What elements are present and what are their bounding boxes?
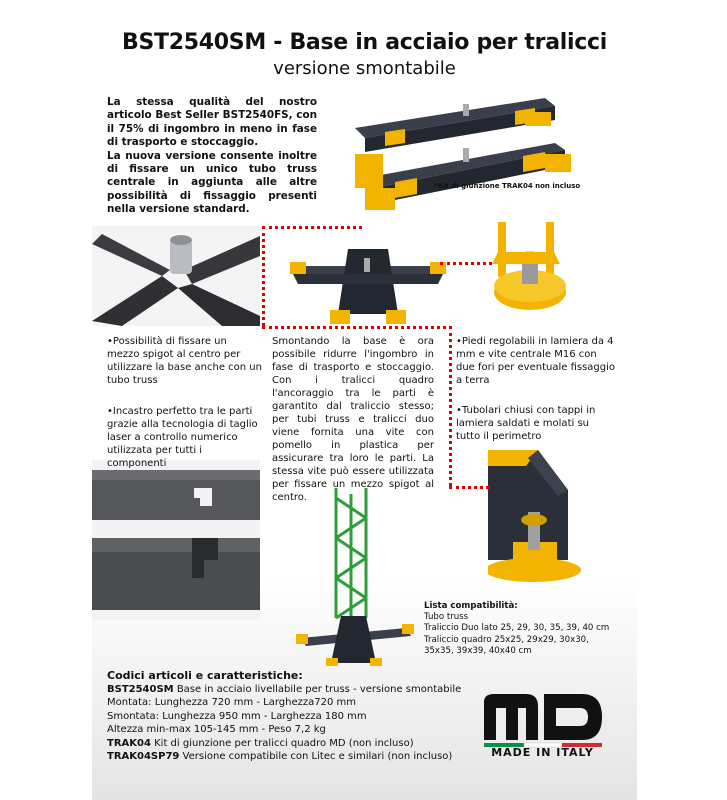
code-id: BST2540SM — [107, 683, 174, 695]
compatibility-line: 35x35, 39x39, 40x40 cm — [424, 645, 532, 656]
base-bar-front — [355, 143, 571, 210]
code-desc: Kit di giunzione per tralicci quadro MD (non incluso) — [150, 737, 414, 749]
code-row — [107, 750, 507, 764]
compatibility-line: Traliccio quadro 25x25, 29x29, 30x30, — [424, 634, 589, 645]
intro-text — [107, 96, 317, 217]
foot-closeup-image — [488, 450, 598, 585]
compatibility-heading: Lista compatibilità: — [424, 601, 518, 611]
page-title: BST2540SM - Base in acciaio per tralicci — [122, 30, 607, 55]
code-row — [107, 683, 507, 697]
code-id: TRAK04 — [107, 737, 151, 749]
connector-line-left-vertical — [262, 226, 265, 326]
code-row — [107, 737, 507, 751]
spec-row: Montata: Lunghezza 720 mm - Larghezza720 mm — [107, 697, 357, 708]
intro-paragraph-2: La nuova versione consente inoltre di fissare un unico tubo truss centrale in aggiunta alle altre possibilità di fissaggio presenti nella versione standard. — [107, 149, 317, 216]
base-bar-back — [355, 98, 555, 152]
page-subtitle: versione smontabile — [273, 58, 456, 79]
spec-row: Altezza min-max 105-145 mm - Peso 7,2 kg — [107, 724, 326, 735]
md-logo — [482, 690, 604, 748]
feature-spigot: •Possibilità di fissare un mezzo spigot al centro per utilizzare la base anche con un tubo truss — [107, 336, 262, 386]
spec-row: Smontata: Lunghezza 950 mm - Larghezza 180 mm — [107, 710, 367, 722]
hero-product-image — [325, 88, 605, 213]
code-id: TRAK04SP79 — [107, 751, 180, 762]
assembled-base-image — [288, 244, 448, 326]
codes-heading: Codici articoli e caratteristiche: — [107, 669, 303, 682]
connector-line-bottom-right — [449, 486, 489, 489]
feature-laser: •Incastro perfetto tra le parti grazie alla tecnologia di taglio laser a controllo numerico utilizzata per tutti i componenti — [107, 406, 258, 469]
product-codes — [107, 669, 507, 764]
feature-feet: •Piedi regolabili in lamiera da 4 mm e vite centrale M16 con due fori per eventuale fissaggio a terra — [456, 336, 616, 386]
intro-paragraph-1: La stessa qualità del nostro articolo Best Seller BST2540FS, con il 75% di ingombro in meno in fase di trasporto e stoccaggio. — [107, 96, 317, 149]
center-description: Smontando la base è ora possibile ridurre l'ingombro in fase di trasporto e stoccaggio. Con i tralicci quadro l'ancoraggio tra le parti è garantito dal traliccio stesso; per tubi truss e tralicci duo viene fornita una vite con pomello in plastica per assicurare tra loro le parti. La stessa vite può essere utilizzata per fissare un mezzo spigot al centro. — [272, 336, 434, 503]
compatibility-line: Tubo truss — [424, 612, 469, 623]
made-in-italy-label: MADE IN ITALY — [491, 746, 594, 759]
connector-line-right-vertical — [449, 326, 452, 486]
adjustable-foot-image — [490, 222, 570, 324]
spigot-closeup-image — [92, 226, 260, 326]
truss-tower — [336, 488, 366, 624]
feature-tubes: •Tubolari chiusi con tappi in lamiera saldati e molati su tutto il perimetro — [456, 405, 596, 442]
connector-line-right-h — [440, 262, 492, 265]
truss-on-base-image — [296, 488, 416, 668]
connector-line-top — [262, 226, 362, 229]
laser-joint-image — [92, 460, 260, 620]
compatibility-list — [424, 601, 624, 657]
code-desc: Versione compatibile con Litec e similari (non incluso) — [179, 751, 453, 762]
hero-note: *Kit di giunzione TRAK04 non incluso — [434, 182, 581, 190]
connector-line-center — [262, 326, 452, 329]
code-desc: Base in acciaio livellabile per truss - versione smontabile — [173, 683, 462, 695]
compatibility-line: Traliccio Duo lato 25, 29, 30, 35, 39, 40 cm — [424, 623, 610, 634]
